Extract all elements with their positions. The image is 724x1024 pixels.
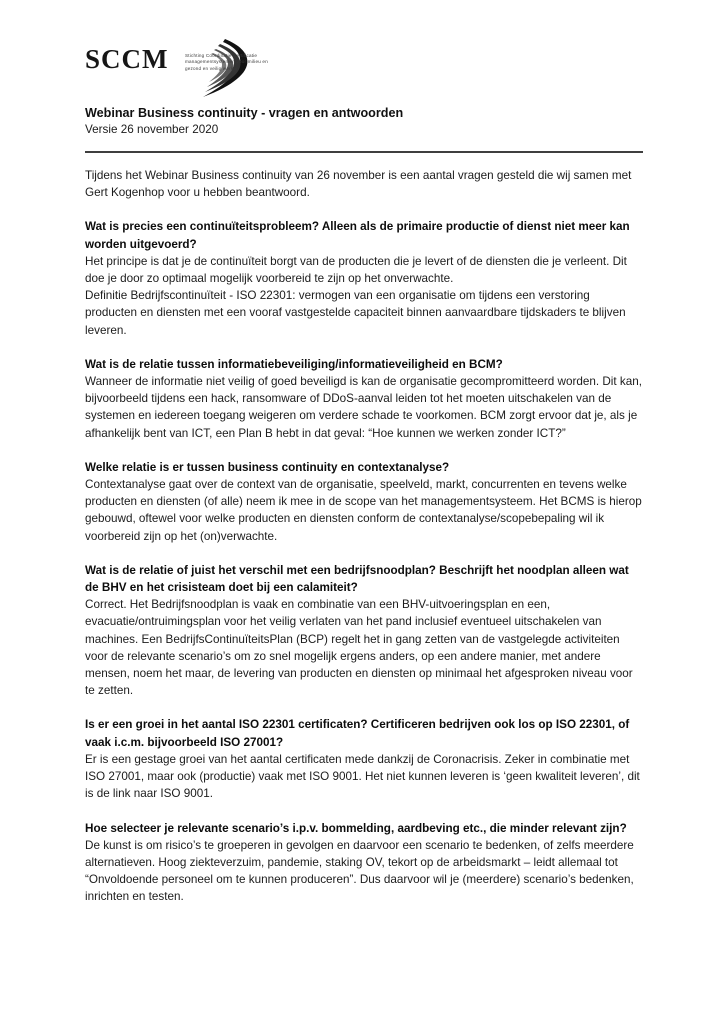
question-heading: Wat is de relatie of juist het verschil met een bedrijfsnoodplan? Beschrijft het noodplan alleen wat de BHV en het crisisteam doet bij een calamiteit? bbox=[85, 563, 629, 595]
qa-item-6 bbox=[85, 820, 645, 906]
question-heading: Is er een groei in het aantal ISO 22301 certificaten? Certificeren bedrijven ook los op ISO 22301, of vaak i.c.m. bijvoorbeeld ISO 27001? bbox=[85, 718, 630, 749]
qa-item-1 bbox=[85, 218, 645, 338]
qa-item-2 bbox=[85, 356, 645, 442]
page-content bbox=[85, 38, 645, 923]
question-heading: Welke relatie is er tussen business continuity en contextanalyse? bbox=[85, 460, 450, 474]
qa-item-5 bbox=[85, 716, 645, 802]
question-heading: Wat is de relatie tussen informatiebeveiliging/informatieveiligheid en BCM? bbox=[85, 357, 503, 371]
intro-paragraph bbox=[85, 167, 645, 201]
answer-paragraph: Wanneer de informatie niet veilig of goed beveiligd is kan de organisatie gecompromitteerd worden. Dit kan, bijvoorbeeld tijdens een hack, ransomware of DDoS-aanval leiden tot het moeten uitschakelen van de systemen en iedereen toegang weigeren om verdere schade te voorkomen. BCM zorgt ervoor dat je, als je afhankelijk bent van ICT, een Plan B hebt in dat geval: “Hoe kunnen we werken zonder ICT?” bbox=[85, 375, 642, 440]
qa-item-3 bbox=[85, 459, 645, 545]
version-line: Versie 26 november 2020 bbox=[85, 123, 219, 136]
sccm-logo bbox=[85, 38, 645, 100]
answer-paragraph: Contextanalyse gaat over de context van de organisatie, speelveld, markt, concurrenten en tevens welke producten en diensten (of alle) neem ik mee in de scope van het managementsysteem. Het BCMS is hierop gebouwd, oftewel voor welke producten en diensten conform de contextanalyse/scopebepaling wil ik voorbereid zijn op het (on)verwachte. bbox=[85, 478, 642, 543]
qa-item-4 bbox=[85, 562, 645, 700]
answer-paragraph: Het principe is dat je de continuïteit borgt van de producten die je levert of de diensten die je verleent. Dit doe je door zo optimaal mogelijk voorbereid te zijn op het onverwachte. bbox=[85, 254, 627, 286]
logo-tagline-line: Stichting Coördinatie Certificatie bbox=[185, 53, 258, 58]
logo-tagline-line: gezond en veilig werken bbox=[185, 65, 239, 71]
question-heading: Hoe selecteer je relevante scenario’s i.p.v. bommelding, aardbeving etc., die minder relevant zijn? bbox=[85, 821, 627, 835]
answer-paragraph: Er is een gestage groei van het aantal certificaten mede dankzij de Coronacrisis. Zeker in combinatie met ISO 27001, maar ook (productie) vaak met ISO 9001. Het niet kunnen leveren is ‘geen kwaliteit leveren’, dit is de link naar ISO 9001. bbox=[85, 752, 640, 801]
divider bbox=[85, 151, 643, 153]
question-heading: Wat is precies een continuïteitsprobleem? Alleen als de primaire productie of dienst niet meer kan worden uitgevoerd? bbox=[85, 220, 630, 251]
answer-paragraph: Definitie Bedrijfscontinuïteit - ISO 22301: vermogen van een organisatie om tijdens een verstoring producten en diensten met een vooraf vastgestelde capaciteit binnen aanvaardbare tijdskaders te blijven leveren. bbox=[85, 289, 626, 337]
page-title: Webinar Business continuity - vragen en antwoorden bbox=[85, 106, 404, 120]
answer-paragraph: De kunst is om risico’s te groeperen in gevolgen en daarvoor een scenario te bedenken, of zelfs meerdere alternatieven. Hoog ziekteverzuim, pandemie, staking OV, tekort op de arbeidsmarkt – leidt allemaal tot “Onvoldoende personeel om te kunnen produceren”. Dus daarvoor wil je (meerdere) scenario’s bedenken, inrichten en testen. bbox=[85, 838, 634, 904]
answer-paragraph: Correct. Het Bedrijfsnoodplan is vaak en combinatie van een BHV-uitvoeringsplan en een, evacuatie/ontruimingsplan voor het veilig verlaten van het pand inclusief eventueel uitschakelen van machines. Een BedrijfsContinuïteitsPlan (BCP) regelt het in gang zetten van de vastgelegde activiteiten voor de relevante scenario’s om zo snel mogelijk ergens anders, op een andere manier, met andere mensen, noem het maar, de levering van producten en diensten op minimaal het afgesproken niveau voor te zetten. bbox=[85, 598, 633, 698]
intro-text: Tijdens het Webinar Business continuity van 26 november is een aantal vragen gesteld die wij samen met Gert Kogenhop voor u hebben beantwoord. bbox=[85, 169, 632, 200]
document-body bbox=[85, 167, 645, 906]
sccm-logo-text: SCCM bbox=[85, 44, 169, 74]
logo-tagline-line: managementsystemen voor milieu en bbox=[185, 59, 268, 65]
logo-tagline bbox=[185, 53, 295, 72]
